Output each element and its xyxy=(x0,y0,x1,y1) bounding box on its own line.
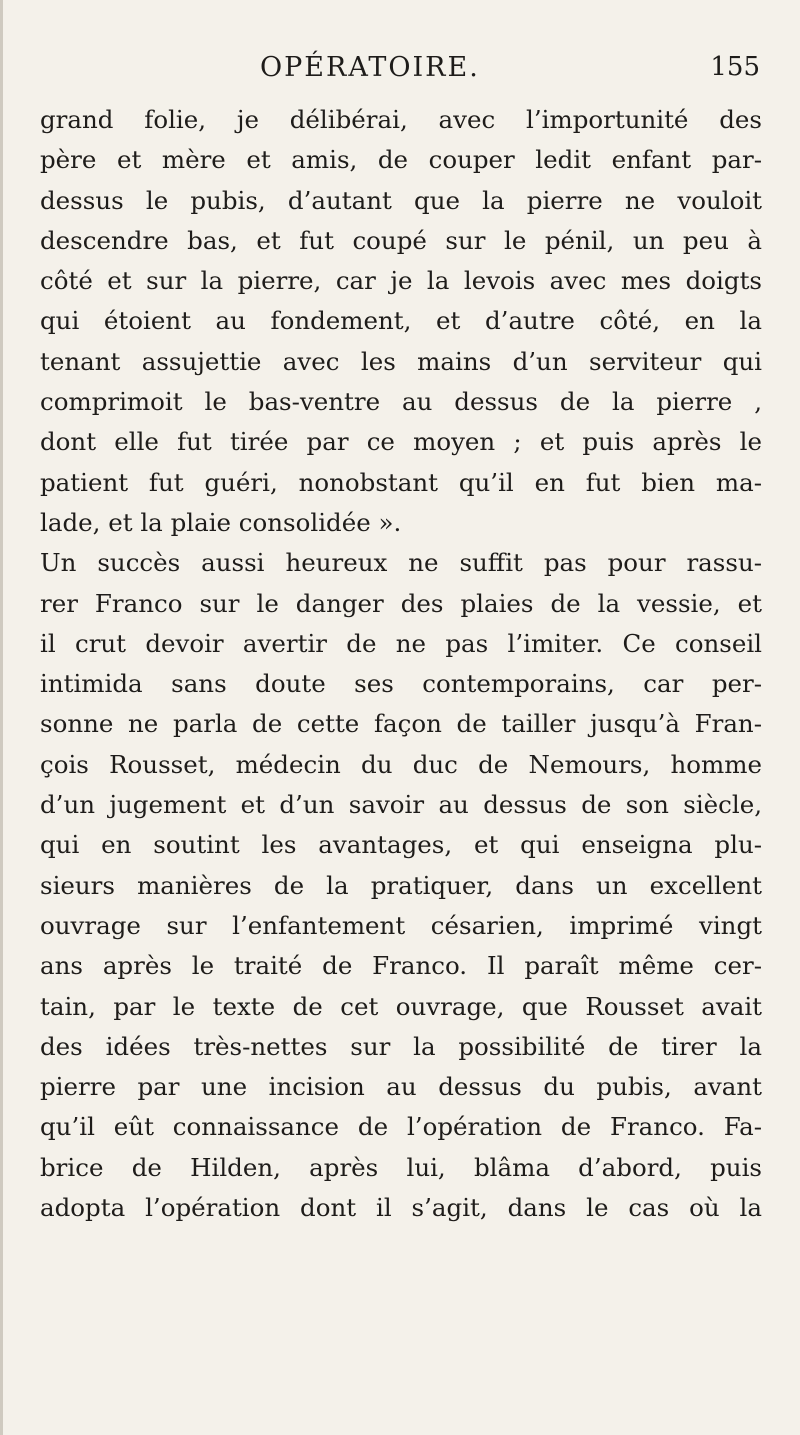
text-line: qui en soutint les avantages, et qui enseigna plu- xyxy=(40,830,762,860)
running-title: OPÉRATOIRE. xyxy=(260,52,480,83)
text-line: tain, par le texte de cet ouvrage, que Rousset avait xyxy=(40,991,762,1021)
text-line: grand folie, je délibérai, avec l’importunité des xyxy=(40,105,762,134)
text-line: pierre par une incision au dessus du pubis, avant xyxy=(40,1072,762,1102)
paragraph-1 xyxy=(40,100,762,543)
text-line: dont elle fut tirée par ce moyen ; et puis après le xyxy=(40,427,762,457)
text-line: qui étoient au fondement, et d’autre côté, en la xyxy=(40,306,762,336)
text-line: dessus le pubis, d’autant que la pierre ne vouloit xyxy=(40,185,762,215)
text-line: comprimoit le bas-ventre au dessus de la pierre , xyxy=(40,387,762,417)
page-number: 155 xyxy=(710,52,760,82)
text-line: ouvrage sur l’enfantement césarien, imprimé vingt xyxy=(40,910,762,940)
text-line: Un succès aussi heureux ne suffit pas pour rassu- xyxy=(40,548,762,578)
text-line: brice de Hilden, après lui, blâma d’abord, puis xyxy=(40,1152,762,1182)
text-line: sieurs manières de la pratiquer, dans un excellent xyxy=(40,870,762,900)
text-line: lade, et la plaie consolidée ». xyxy=(40,507,402,537)
text-line: il crut devoir avertir de ne pas l’imiter. Ce conseil xyxy=(40,628,762,658)
text-line: intimida sans doute ses contemporains, car per- xyxy=(40,669,762,699)
text-line: des idées très-nettes sur la possibilité de tirer la xyxy=(40,1031,762,1061)
text-line: côté et sur la pierre, car je la levois avec mes doigts xyxy=(40,266,762,296)
text-line: adopta l’opération dont il s’agit, dans le cas où la xyxy=(40,1193,762,1223)
text-line: père et mère et amis, de couper ledit enfant par- xyxy=(40,145,762,175)
page-edge xyxy=(0,0,3,1435)
page-header xyxy=(40,46,760,92)
text-line: rer Franco sur le danger des plaies de la vessie, et xyxy=(40,588,762,618)
text-line: tenant assujettie avec les mains d’un serviteur qui xyxy=(40,346,762,376)
text-line: sonne ne parla de cette façon de tailler jusqu’à Fran- xyxy=(40,709,762,739)
text-line: qu’il eût connaissance de l’opération de Franco. Fa- xyxy=(40,1112,762,1142)
text-line: descendre bas, et fut coupé sur le pénil, un peu à xyxy=(40,225,762,255)
text-line: d’un jugement et d’un savoir au dessus de son siècle, xyxy=(40,790,762,820)
paragraph-2 xyxy=(40,543,762,1228)
text-line: patient fut guéri, nonobstant qu’il en fut bien ma- xyxy=(40,467,762,497)
text-line: çois Rousset, médecin du duc de Nemours, homme xyxy=(40,749,762,779)
body-text xyxy=(40,100,762,1228)
text-line: ans après le traité de Franco. Il paraît même cer- xyxy=(40,951,762,981)
